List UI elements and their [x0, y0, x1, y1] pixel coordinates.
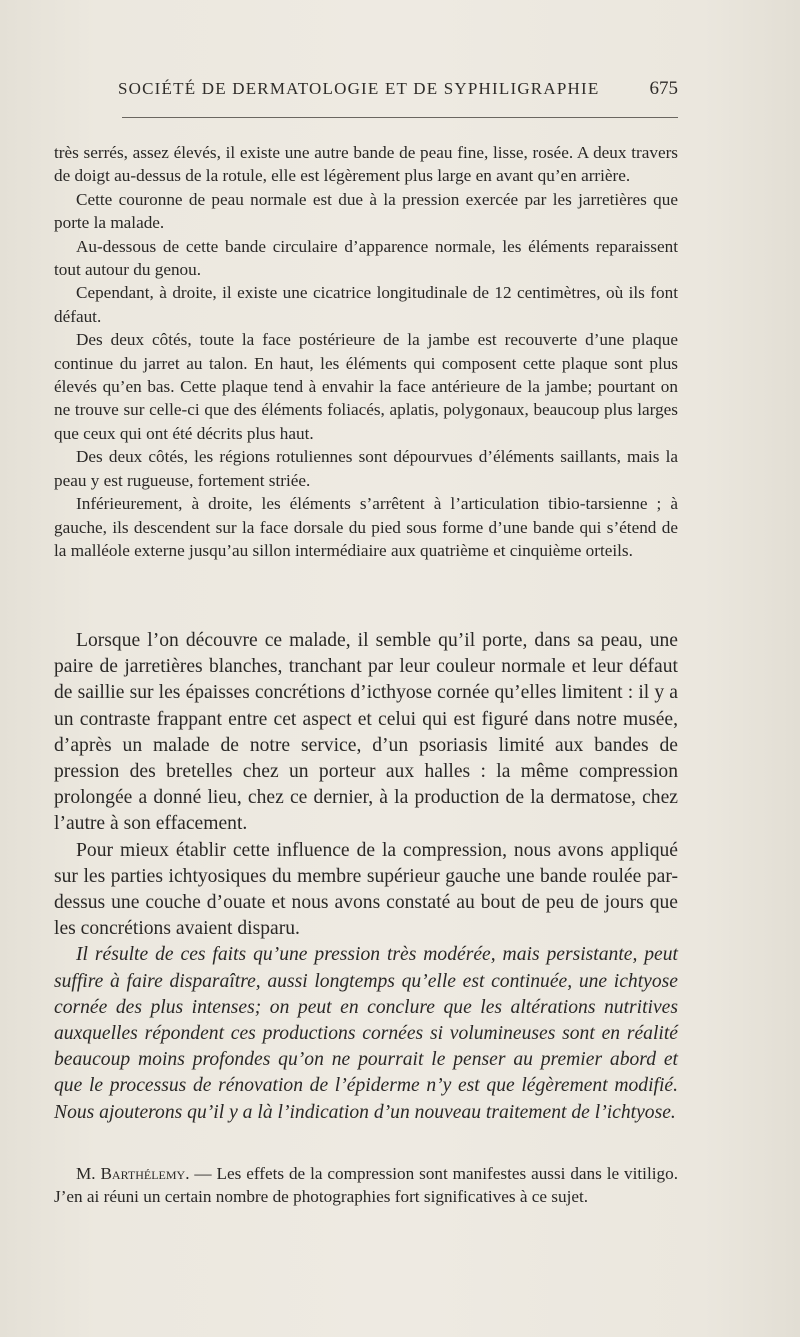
- paragraph: Cependant, à droite, il existe une cicatrice longitudinale de 12 centimètres, où ils font défaut.: [54, 283, 678, 326]
- paragraph: Pour mieux établir cette influence de la compression, nous avons appliqué sur les parties ichtyosiques du membre supérieur gauche une bande roulée par-dessus une couche d’ouate et nous avons constaté au bout de peu de jours que les concrétions avaient disparu.: [54, 839, 678, 940]
- paragraph: Des deux côtés, toute la face postérieure de la jambe est recouverte d’une plaque continue du jarret au talon. En haut, les éléments qui composent cette plaque sont plus élevés qu’en bas. Cette plaque tend à envahir la face antérieure de la jambe; pourtant on ne trouve sur celle-ci que des éléments foliacés, aplatis, polygonaux, beaucoup plus larges que ceux qui ont été décrits plus haut.: [54, 330, 678, 443]
- page-number: 675: [649, 78, 678, 99]
- header-rule: [122, 117, 678, 118]
- note-text: — Les effets de la compression sont manifestes aussi dans le vitiligo. J’en ai réuni un certain nombre de photographies fort significatives à ce sujet.: [54, 1164, 678, 1207]
- paragraph: [54, 1162, 678, 1209]
- paragraph: Cette couronne de peau normale est due à la pression exercée par les jarretières que porte la malade.: [54, 189, 678, 233]
- speaker-name: M. Barthélemy.: [76, 1164, 190, 1183]
- paragraph: Lorsque l’on découvre ce malade, il semble qu’il porte, dans sa peau, une paire de jarretières blanches, tranchant par leur couleur normale et leur défaut de saillie sur les épaisses concrétions d’icthyose cornée qu’elles limitent : il y a un contraste frappant entre cet aspect et celui qui est figuré dans notre musée, d’après un malade de notre service, d’un psoriasis limité aux bandes de pression des bretelles chez un porteur aux halles : la même compression prolongée a donné lieu, chez ce dernier, à la production de la dermatose, chez l’autre à son effacement.: [54, 630, 678, 835]
- conclusion-paragraph: Il résulte de ces faits qu’une pression très modérée, mais persistante, peut suffire à faire disparaître, aussi longtemps qu’elle est continuée, une ichtyose cornée des plus intenses; on peut en conclure que les altérations nutritives auxquelles répondent ces productions cornées si volumineuses sont en réalité beaucoup moins profondes qu’on ne pourrait le penser au premier abord et que le processus de rénovation de l’épiderme n’y est que légèrement modifié. Nous ajouterons qu’il y a là l’indication d’un nouveau traitement de l’ichtyose.: [54, 944, 678, 1123]
- running-head: [118, 78, 678, 100]
- case-description: [54, 141, 678, 562]
- commentary: [54, 628, 678, 1126]
- journal-title: SOCIÉTÉ DE DERMATOLOGIE ET DE SYPHILIGRAPHIE: [118, 79, 600, 98]
- paragraph: Des deux côtés, les régions rotuliennes sont dépourvues d’éléments saillants, mais la peau y est rugueuse, fortement striée.: [54, 447, 678, 490]
- discussion-note: [54, 1162, 678, 1209]
- paragraph: Inférieurement, à droite, les éléments s’arrêtent à l’articulation tibio-tarsienne ; à gauche, ils descendent sur la face dorsale du pied sous forme d’une bande qui s’étend de la malléole externe jusqu’au sillon intermédiaire aux quatrième et cinquième orteils.: [54, 494, 678, 560]
- paragraph: Au-dessous de cette bande circulaire d’apparence normale, les éléments reparaissent tout autour du genou.: [54, 236, 678, 280]
- paragraph: très serrés, assez élevés, il existe une autre bande de peau fine, lisse, rosée. A deux travers de doigt au-dessus de la rotule, elle est légèrement plus large en avant qu’en arrière.: [54, 143, 678, 186]
